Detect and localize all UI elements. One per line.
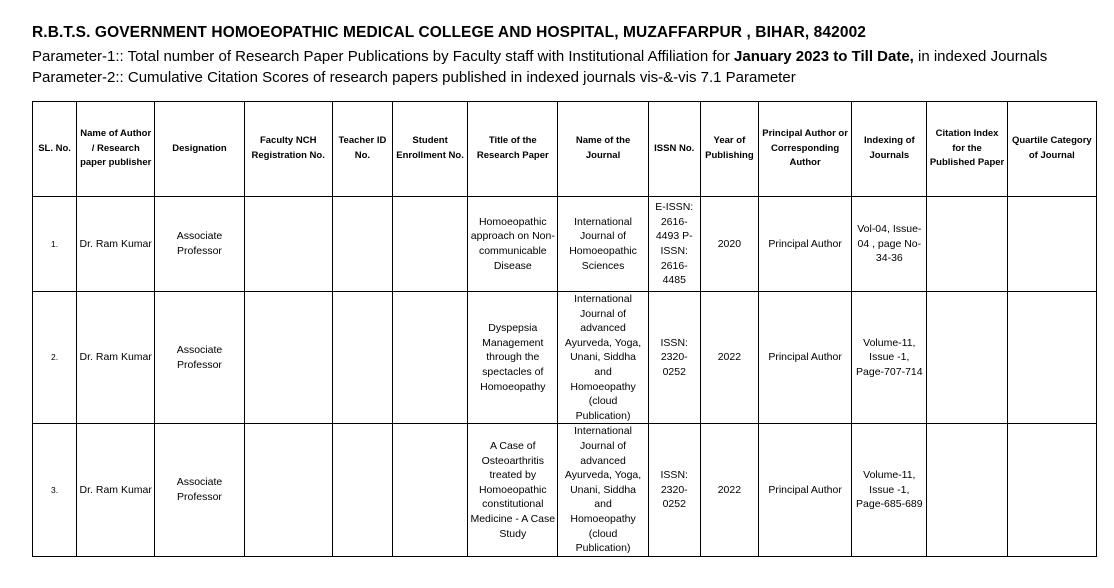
cell-indexing: Volume-11, Issue -1, Page-685-689: [852, 424, 927, 556]
table-row: [33, 197, 1097, 292]
cell-journal: International Journal of Homoeopathic Sciences: [558, 197, 648, 292]
col-header-title: Title of the Research Paper: [468, 102, 558, 197]
cell-issn: E-ISSN: 2616-4493 P-ISSN: 2616-4485: [648, 197, 700, 292]
cell-issn: ISSN: 2320-0252: [648, 292, 700, 424]
cell-teacher-id: [332, 292, 392, 424]
cell-enrollment: [392, 197, 467, 292]
col-header-nch: Faculty NCH Registration No.: [244, 102, 332, 197]
col-header-indexing: Indexing of Journals: [852, 102, 927, 197]
cell-designation: Associate Professor: [155, 292, 244, 424]
cell-nch: [244, 424, 332, 556]
cell-quartile: [1007, 424, 1096, 556]
cell-citation: [927, 292, 1007, 424]
cell-title: A Case of Osteoarthritis treated by Homoeopathic constitutional Medicine - A Case Study: [468, 424, 558, 556]
cell-nch: [244, 292, 332, 424]
cell-teacher-id: [332, 424, 392, 556]
parameter-1-period: January 2023 to Till Date,: [734, 48, 914, 65]
col-header-enrollment: Student Enrollment No.: [392, 102, 467, 197]
cell-sl: 1.: [33, 197, 77, 292]
cell-designation: Associate Professor: [155, 197, 244, 292]
cell-year: 2020: [700, 197, 758, 292]
cell-author-type: Principal Author: [758, 424, 851, 556]
cell-citation: [927, 197, 1007, 292]
col-header-citation: Citation Index for the Published Paper: [927, 102, 1007, 197]
cell-author-type: Principal Author: [758, 197, 851, 292]
college-title: R.B.T.S. GOVERNMENT HOMOEOPATHIC MEDICAL COLLEGE AND HOSPITAL, MUZAFFARPUR , BIHAR, 842002: [32, 24, 867, 41]
col-header-journal: Name of the Journal: [558, 102, 648, 197]
cell-citation: [927, 424, 1007, 556]
parameter-1-suffix: in indexed Journals: [913, 48, 1048, 65]
publications-table: [32, 101, 1097, 557]
cell-indexing: Vol-04, Issue-04 , page No-34-36: [852, 197, 927, 292]
table-row: [33, 424, 1097, 556]
cell-indexing: Volume-11, Issue -1, Page-707-714: [852, 292, 927, 424]
cell-quartile: [1007, 292, 1096, 424]
cell-year: 2022: [700, 424, 758, 556]
cell-journal: International Journal of advanced Ayurveda, Yoga, Unani, Siddha and Homoeopathy (cloud Publication): [558, 292, 648, 424]
col-header-teacher-id: Teacher ID No.: [332, 102, 392, 197]
cell-sl: 3.: [33, 424, 77, 556]
parameter-2: Parameter-2:: Cumulative Citation Scores of research papers published in indexed journals vis-&-vis 7.1 Parameter: [32, 69, 796, 86]
col-header-issn: ISSN No.: [648, 102, 700, 197]
cell-enrollment: [392, 424, 467, 556]
cell-author: Dr. Ram Kumar: [77, 424, 155, 556]
cell-quartile: [1007, 197, 1096, 292]
col-header-sl: SL. No.: [33, 102, 77, 197]
table-row: [33, 292, 1097, 424]
parameter-1: [32, 48, 1112, 65]
cell-author-type: Principal Author: [758, 292, 851, 424]
cell-author: Dr. Ram Kumar: [77, 197, 155, 292]
cell-journal: International Journal of advanced Ayurveda, Yoga, Unani, Siddha and Homoeopathy (cloud Publication): [558, 424, 648, 556]
col-header-quartile: Quartile Category of Journal: [1007, 102, 1096, 197]
cell-teacher-id: [332, 197, 392, 292]
cell-title: Dyspepsia Management through the spectacles of Homoeopathy: [468, 292, 558, 424]
cell-year: 2022: [700, 292, 758, 424]
col-header-author: Name of Author / Research paper publisher: [77, 102, 155, 197]
col-header-author-type: Principal Author or Corresponding Author: [758, 102, 851, 197]
cell-nch: [244, 197, 332, 292]
cell-sl: 2.: [33, 292, 77, 424]
document-header: [32, 24, 1112, 86]
cell-issn: ISSN: 2320-0252: [648, 424, 700, 556]
cell-title: Homoeopathic approach on Non-communicable Disease: [468, 197, 558, 292]
cell-author: Dr. Ram Kumar: [77, 292, 155, 424]
parameter-1-prefix: Parameter-1:: Total number of Research Paper Publications by Faculty staff with Institutional Affiliation for: [32, 48, 735, 65]
col-header-year: Year of Publishing: [700, 102, 758, 197]
cell-enrollment: [392, 292, 467, 424]
col-header-designation: Designation: [155, 102, 244, 197]
table-header-row: [33, 102, 1097, 197]
cell-designation: Associate Professor: [155, 424, 244, 556]
